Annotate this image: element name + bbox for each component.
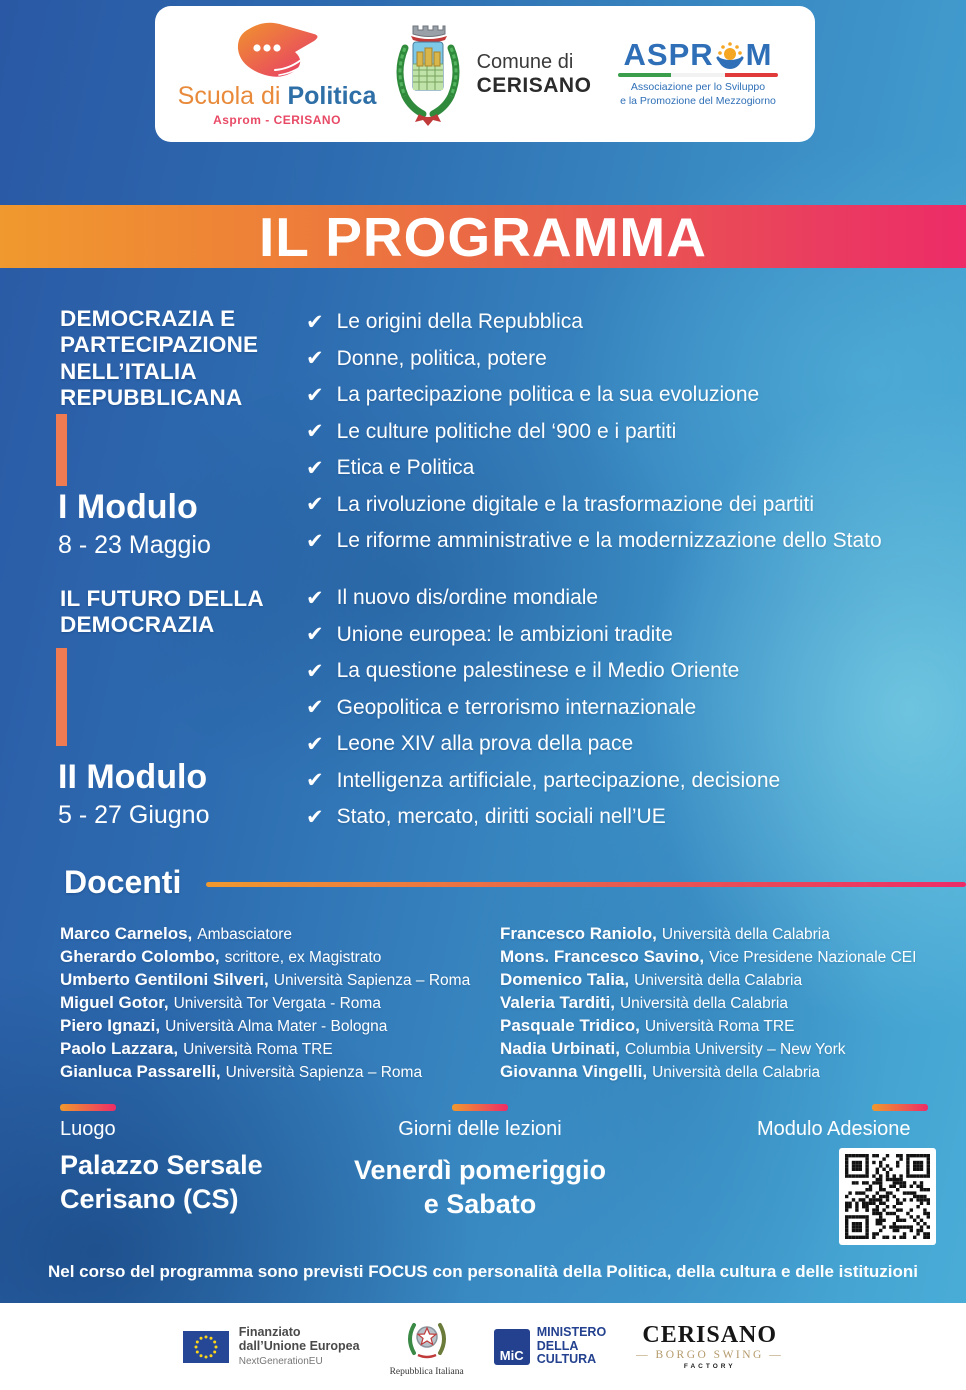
topic-text: Unione europea: le ambizioni tradite [336, 622, 673, 646]
faculty-item [500, 1039, 960, 1062]
faculty-role: Università Sapienza – Roma [273, 972, 471, 989]
faculty-item [500, 924, 960, 947]
faculty-name: Gherardo Colombo, [60, 947, 220, 966]
faculty-role: Università Alma Mater - Bologna [165, 1018, 388, 1035]
check-icon: ✔ [306, 528, 324, 553]
module1-topic-list [306, 304, 956, 560]
faculty-item [60, 993, 498, 1016]
giorni-label: Giorni delle lezioni [398, 1118, 562, 1140]
module2-title-block [58, 758, 210, 830]
module-topic-item [306, 726, 956, 763]
faculty-name: Mons. Francesco Savino, [500, 947, 705, 966]
faculty-name: Nadia Urbinati, [500, 1039, 620, 1058]
module-topic-item [306, 653, 956, 690]
asprom-wordmark: ASPR M [623, 37, 773, 73]
module1-title-block [58, 488, 211, 560]
module-topic-item [306, 617, 956, 654]
faculty-name: Francesco Raniolo, [500, 924, 657, 943]
faculty-role: Università Roma TRE [644, 1018, 795, 1035]
module2-topic-list [306, 580, 956, 836]
faculty-role: Università Sapienza – Roma [225, 1064, 423, 1081]
faculty-item [60, 947, 498, 970]
topic-text: La questione palestinese e il Medio Oriente [336, 659, 740, 683]
faculty-item [500, 947, 960, 970]
faculty-role: Università della Calabria [661, 926, 830, 943]
comune-line2: CERISANO [476, 73, 592, 97]
check-icon: ✔ [306, 419, 324, 444]
module-topic-item [306, 414, 956, 451]
module-topic-item [306, 690, 956, 727]
faculty-role: Vice Presidene Nazionale CEI [709, 949, 917, 966]
faculty-list-left [60, 924, 498, 1085]
check-icon: ✔ [306, 382, 324, 407]
faculty-name: Paolo Lazzara, [60, 1039, 179, 1058]
cerisano-borgo-swing-logo: CERISANO — BORGO SWING — FACTORY [636, 1321, 784, 1370]
faculty-role: Università Tor Vergata - Roma [173, 995, 381, 1012]
module2-heading: IL FUTURO DELLA DEMOCRAZIA [60, 586, 263, 638]
ministero-text: MINISTERO DELLA CULTURA [536, 1325, 607, 1367]
faculty-role: Università della Calabria [652, 1064, 821, 1081]
faculty-role: scrittore, ex Magistrato [224, 949, 382, 966]
qr-code [839, 1148, 936, 1245]
topic-text: Donne, politica, potere [336, 346, 547, 370]
faculty-role: Ambasciatore [197, 926, 293, 943]
cerisano-coat-of-arms-icon [389, 20, 467, 128]
luogo-accent-bar [60, 1104, 116, 1111]
faculty-item [60, 970, 498, 993]
asprom-sun-icon [715, 41, 745, 69]
check-icon: ✔ [306, 658, 324, 683]
module-topic-item [306, 487, 956, 524]
module1-accent-bar [56, 414, 67, 486]
check-icon: ✔ [306, 585, 324, 610]
topic-text: Le riforme amministrative e la modernizzazione dello Stato [336, 529, 882, 553]
module-topic-item [306, 450, 956, 487]
module1-dates: 8 - 23 Maggio [58, 531, 211, 559]
topic-text: Le origini della Repubblica [336, 310, 583, 334]
comune-cerisano-logo [389, 20, 592, 128]
eu-funding-logo [183, 1326, 360, 1368]
faculty-name: Piero Ignazi, [60, 1016, 161, 1035]
module-topic-item [306, 341, 956, 378]
faculty-item [500, 970, 960, 993]
faculty-role: Columbia University – New York [624, 1041, 846, 1058]
topic-text: Leone XIV alla prova della pace [336, 732, 634, 756]
faculty-name: Valeria Tarditi, [500, 993, 615, 1012]
scuola-title: Scuola di Politica [177, 82, 377, 110]
repubblica-emblem-icon [404, 1317, 450, 1361]
mic-icon: MiC [494, 1329, 530, 1365]
check-icon: ✔ [306, 804, 324, 829]
faculty-role: Università Roma TRE [183, 1041, 333, 1058]
modulo-adesione-label: Modulo Adesione [757, 1118, 911, 1140]
module-topic-item [306, 304, 956, 341]
module2-title: II Modulo [58, 758, 208, 796]
faculty-name: Miguel Gotor, [60, 993, 169, 1012]
asprom-logo [603, 39, 793, 108]
check-icon: ✔ [306, 768, 324, 793]
header-logo-card [155, 6, 815, 142]
module-topic-item [306, 523, 956, 560]
speech-bubble-icon [231, 22, 323, 80]
italian-flag-divider [618, 73, 778, 77]
topic-text: Il nuovo dis/ordine mondiale [336, 586, 599, 610]
eu-flag-icon [183, 1331, 229, 1363]
check-icon: ✔ [306, 346, 324, 371]
module-topic-item [306, 763, 956, 800]
luogo-label: Luogo [60, 1118, 116, 1140]
focus-note: Nel corso del programma sono previsti FOCUS con personalità della Politica, della cultura e delle istituzioni [47, 1262, 919, 1281]
faculty-name: Umberto Gentiloni Silveri, [60, 970, 269, 989]
topic-text: Etica e Politica [336, 456, 475, 480]
faculty-list-right [500, 924, 960, 1085]
qr-code-pattern [845, 1154, 930, 1239]
check-icon: ✔ [306, 622, 324, 647]
footer-logos [0, 1303, 966, 1390]
topic-text: Intelligenza artificiale, partecipazione, decisione [336, 768, 781, 792]
check-icon: ✔ [306, 695, 324, 720]
giorni-block [310, 1118, 650, 1221]
module-topic-item [306, 377, 956, 414]
faculty-name: Marco Carnelos, [60, 924, 193, 943]
faculty-name: Pasquale Tridico, [500, 1016, 640, 1035]
topic-text: La partecipazione politica e la sua evoluzione [336, 383, 760, 407]
scuola-subtitle: Asprom - CERISANO [213, 113, 341, 127]
faculty-item [60, 924, 498, 947]
faculty-item [60, 1039, 498, 1062]
comune-line1: Comune di [476, 50, 574, 73]
repubblica-italiana-logo [390, 1317, 464, 1377]
asprom-subtitle: Associazione per lo Sviluppo e la Promozione del Mezzogiorno [620, 81, 776, 107]
faculty-item [500, 993, 960, 1016]
faculty-name: Giovanna Vingelli, [500, 1062, 648, 1081]
faculty-item [500, 1062, 960, 1085]
module1-heading: DEMOCRAZIA E PARTECIPAZIONE NELL’ITALIA REPUBBLICANA [60, 306, 259, 410]
luogo-value: Palazzo Sersale Cerisano (CS) [60, 1150, 263, 1214]
topic-text: Geopolitica e terrorismo internazionale [336, 695, 697, 719]
check-icon: ✔ [306, 492, 324, 517]
topic-text: La rivoluzione digitale e la trasformazione dei partiti [336, 492, 815, 516]
program-title: IL PROGRAMMA [259, 205, 707, 268]
faculty-name: Gianluca Passarelli, [60, 1062, 221, 1081]
giorni-value: Venerdì pomeriggio e Sabato [353, 1155, 607, 1219]
docenti-divider [206, 882, 966, 887]
faculty-role: Università della Calabria [619, 995, 788, 1012]
eu-funding-text: Finanziato dall’Unione Europea NextGenerationEU [238, 1324, 360, 1368]
faculty-name: Domenico Talia, [500, 970, 630, 989]
faculty-item [60, 1016, 498, 1039]
topic-text: Le culture politiche del ‘900 e i partiti [336, 419, 677, 443]
ministero-cultura-logo [494, 1326, 606, 1367]
module2-dates: 5 - 27 Giugno [58, 801, 210, 829]
check-icon: ✔ [306, 731, 324, 756]
faculty-item [500, 1016, 960, 1039]
topic-text: Stato, mercato, diritti sociali nell’UE [336, 805, 666, 829]
check-icon: ✔ [306, 309, 324, 334]
module-topic-item [306, 580, 956, 617]
scuola-di-politica-logo [177, 22, 377, 126]
check-icon: ✔ [306, 455, 324, 480]
module-topic-item [306, 799, 956, 836]
giorni-accent-bar [452, 1104, 508, 1111]
docenti-title: Docenti [64, 864, 182, 900]
faculty-item [60, 1062, 498, 1085]
program-banner [0, 205, 966, 268]
repubblica-caption: Repubblica Italiana [389, 1366, 464, 1377]
faculty-role: Università della Calabria [634, 972, 803, 989]
modulo-accent-bar [872, 1104, 928, 1111]
module2-accent-bar [56, 648, 67, 746]
module1-title: I Modulo [58, 488, 198, 526]
